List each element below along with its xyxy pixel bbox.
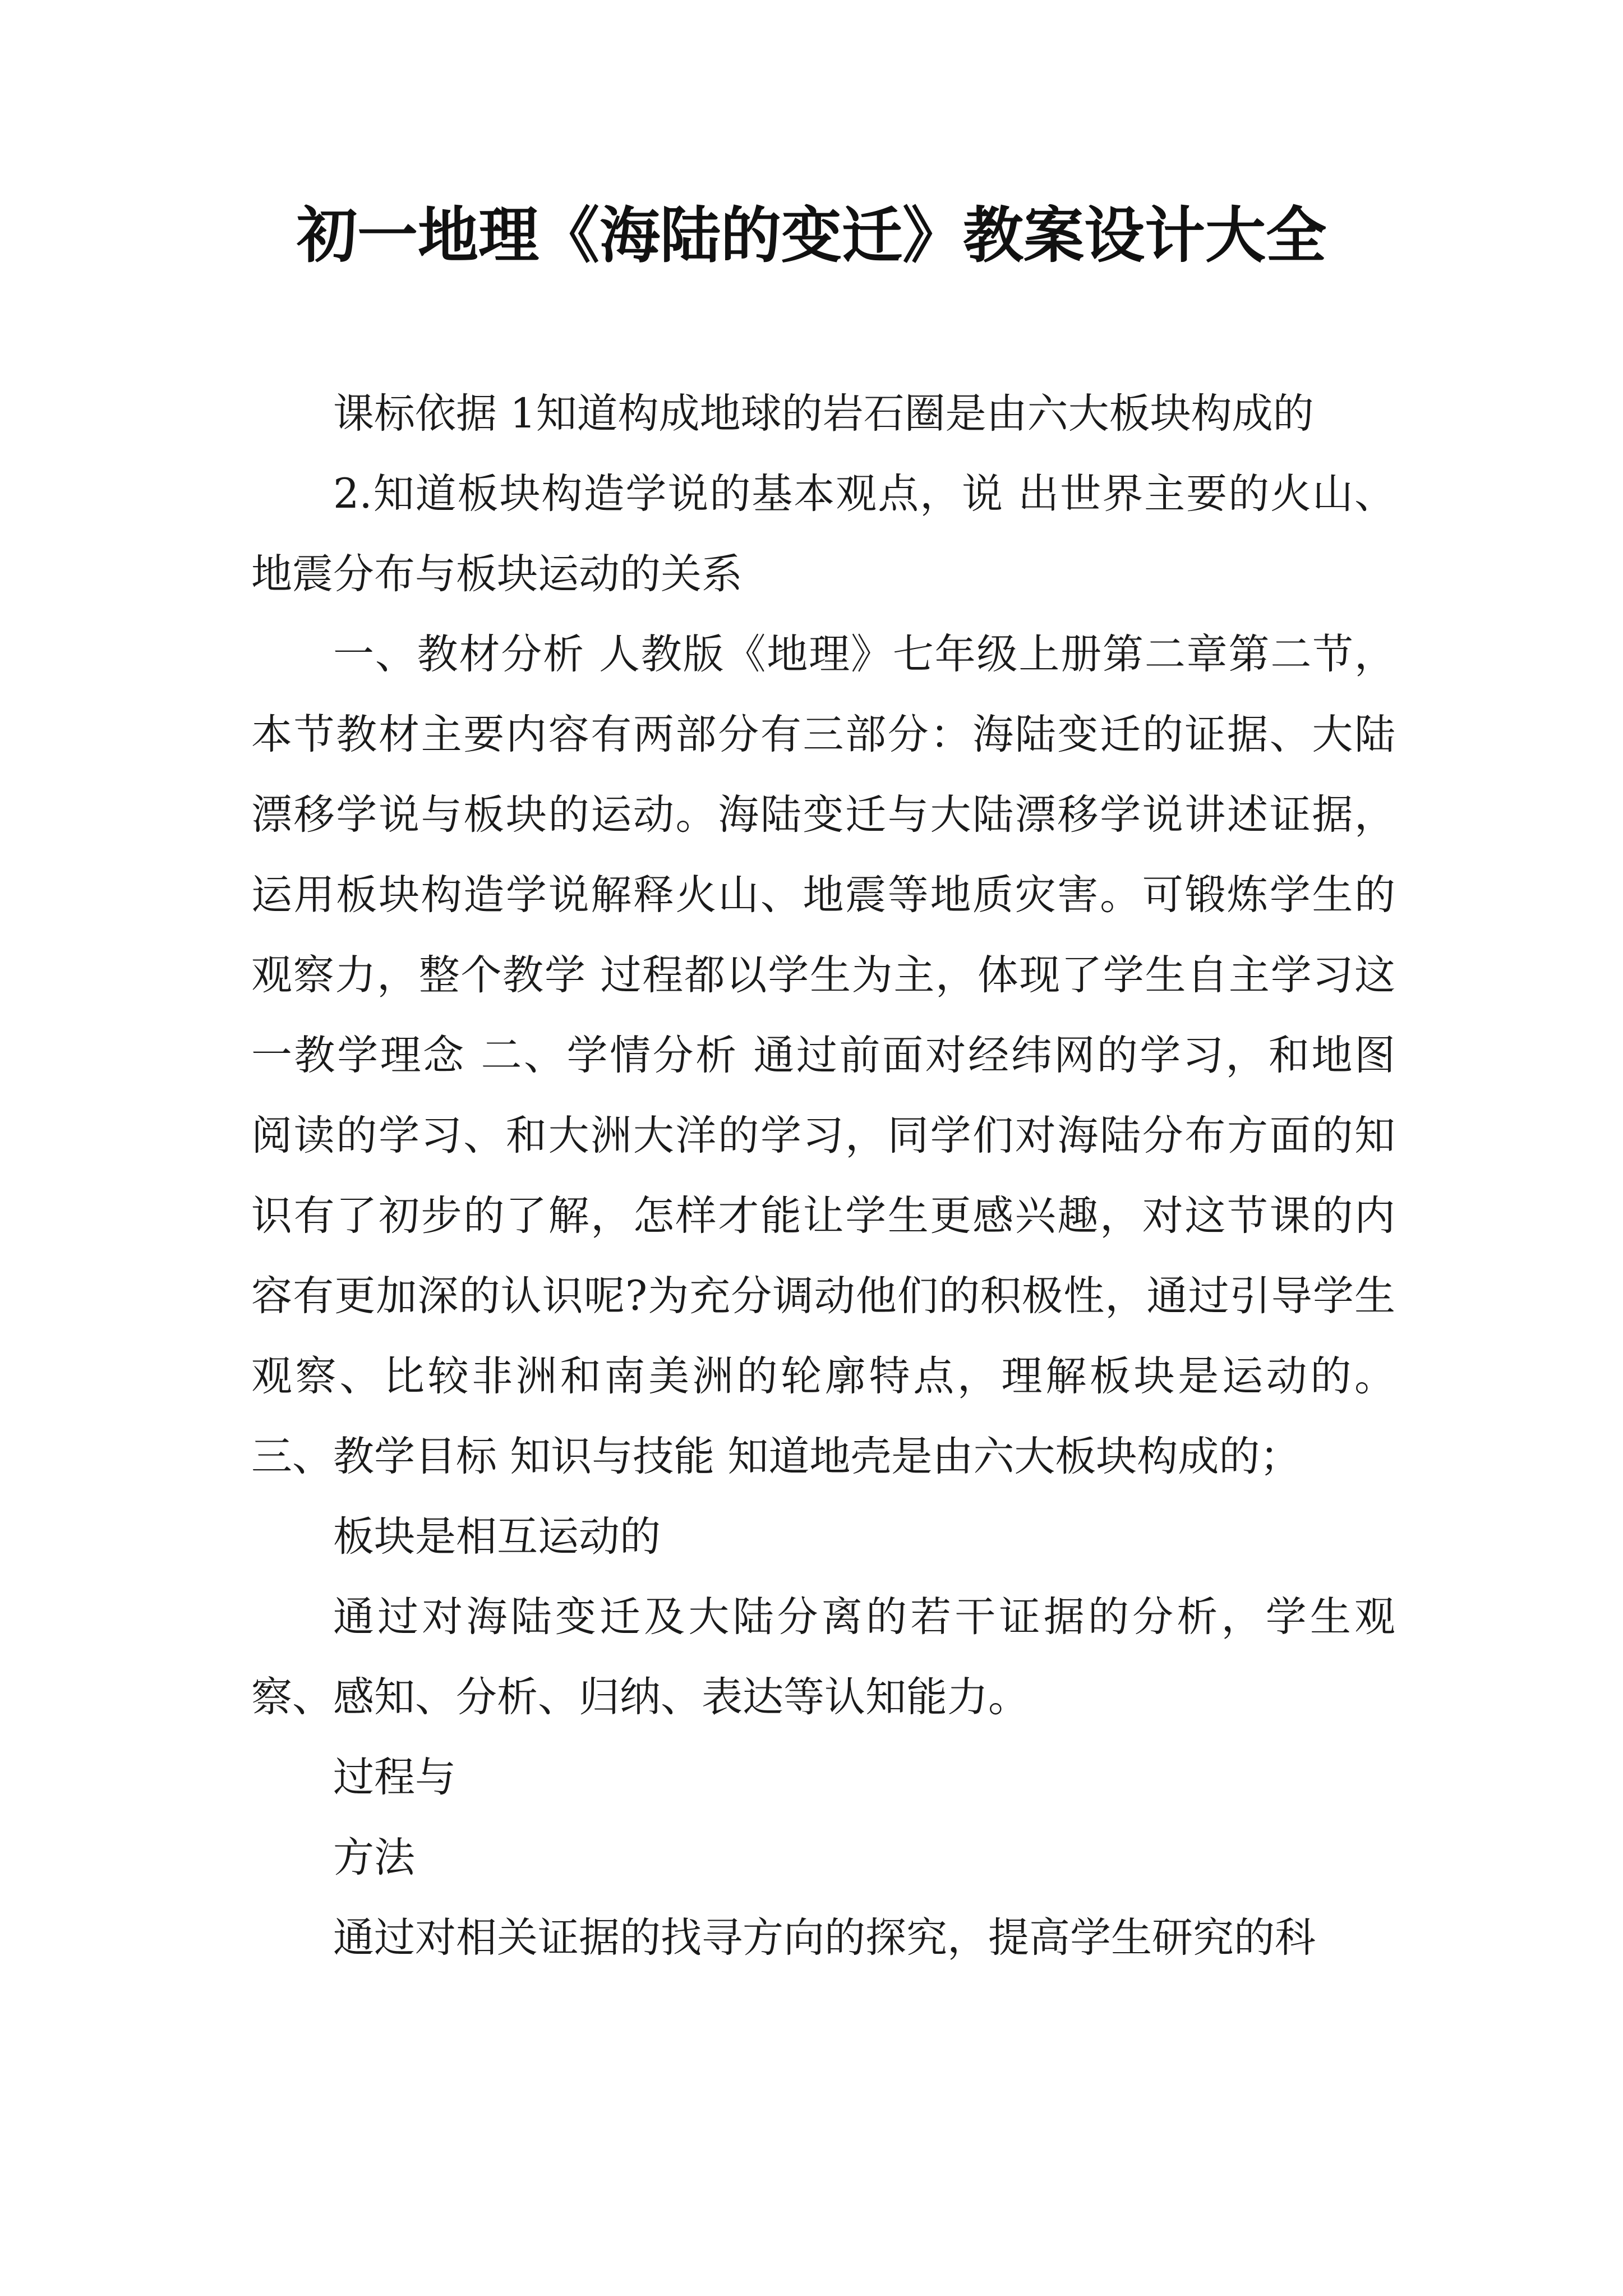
document-title: 初一地理《海陆的变迁》教案设计大全 <box>296 200 1326 271</box>
paragraph-evidence-analysis: 通过对海陆变迁及大陆分离的若干证据的分析，学生观察、感知、分析、归纳、表达等认知能力。 <box>251 1593 1395 1721</box>
paragraph-inquiry: 通过对相关证据的找寻方向的探究，提高学生研究的科 <box>333 1914 1316 1962</box>
paragraph-analysis-and-objectives: 一、教材分析 人教版《地理》七年级上册第二章第二节，本节教材主要内容有两部分有三部分：海陆变迁的证据、大陆漂移学说与板块的运动。海陆变迁与大陆漂移学说讲述证据，运用板块构造学说解释火山、地震等地质灾害。可锻炼学生的观察力，整个教学 过程都以学生为主，体现了学生自主学习这一教学理念 二、学情分析 通过前面对经纬网的学习，和地图 阅读的学习、和大洲大洋的学习，同学们对海陆分布方面的知识有了初步的了解，怎样才能让学生更感兴趣，对这节课的内容有更加深的认识呢?为充分调动他们的积极性，通过引导学生观察、比较非洲和南美洲的轮廓特点，理解板块是运动的。 三、教学目标 知识与技能 知道地壳是由六大板块构成的； <box>251 631 1395 1480</box>
paragraph-curriculum-basis: 课标依据 1知道构成地球的岩石圈是由六大板块构成的 <box>333 390 1314 438</box>
paragraph-plates-move: 板块是相互运动的 <box>333 1513 661 1561</box>
paragraph-process-heading: 过程与 <box>333 1754 456 1801</box>
document-body <box>251 374 1395 1978</box>
paragraph-method-heading: 方法 <box>333 1834 415 1881</box>
paragraph-plate-tectonics-goal: 2.知道板块构造学说的基本观点，说 出世界主要的火山、地震分布与板块运动的关系 <box>251 470 1395 598</box>
